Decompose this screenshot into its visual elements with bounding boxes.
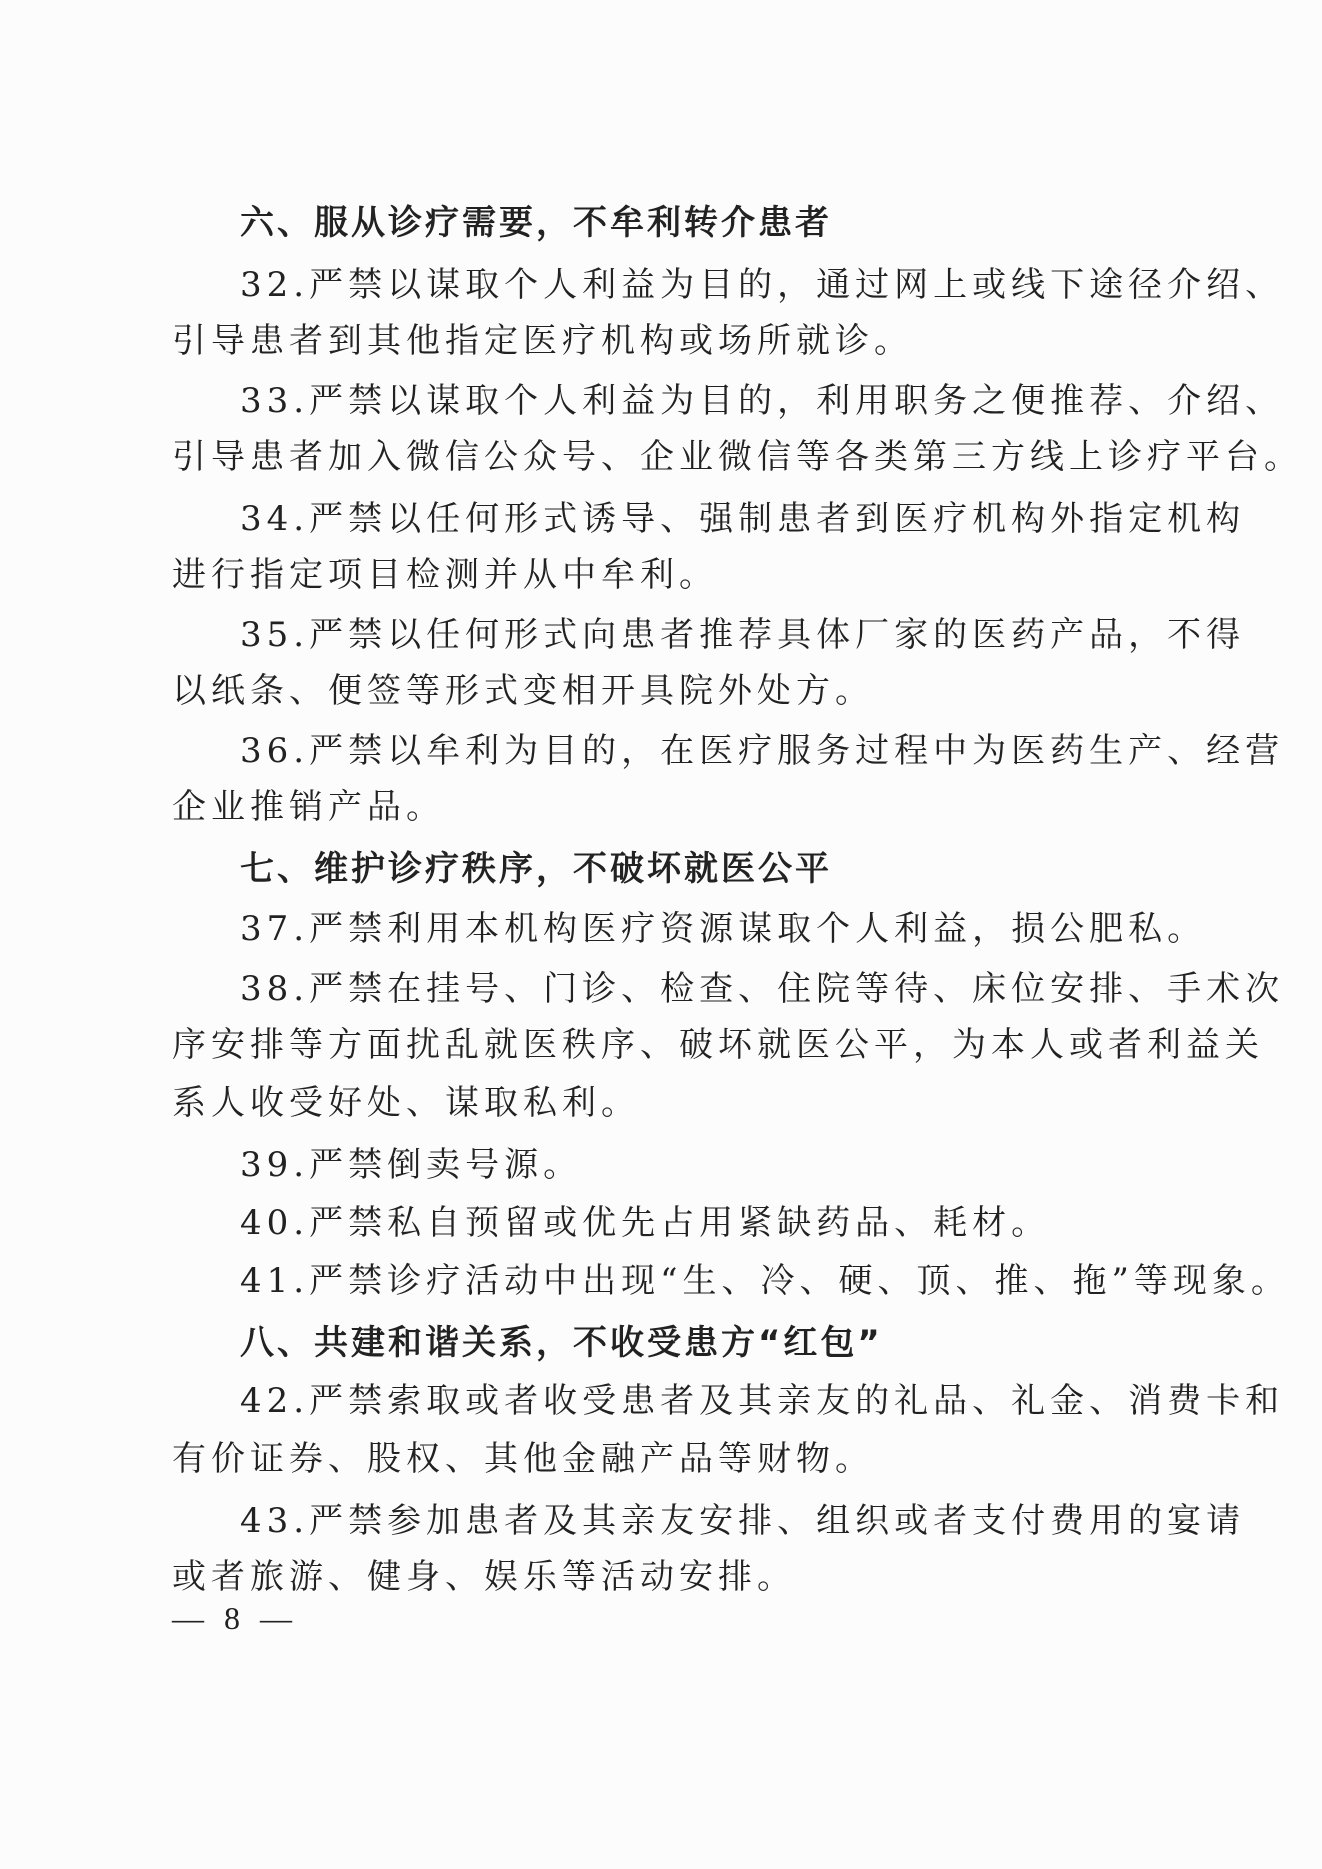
paragraph-line: 33.严禁以谋取个人利益为目的，利用职务之便推荐、介绍、 bbox=[240, 381, 1285, 421]
paragraph-line: 35.严禁以任何形式向患者推荐具体厂家的医药产品，不得 bbox=[240, 615, 1246, 655]
paragraph-line: 42.严禁索取或者收受患者及其亲友的礼品、礼金、消费卡和 bbox=[240, 1381, 1285, 1421]
section-heading: 七、维护诊疗秩序，不破坏就医公平 bbox=[240, 849, 832, 889]
paragraph-line: 以纸条、便签等形式变相开具院外处方。 bbox=[172, 671, 874, 711]
section-heading: 六、服从诊疗需要，不牟利转介患者 bbox=[240, 203, 832, 243]
section-heading: 八、共建和谐关系，不收受患方“红包” bbox=[240, 1323, 883, 1363]
paragraph-line: 32.严禁以谋取个人利益为目的，通过网上或线下途径介绍、 bbox=[240, 265, 1285, 305]
paragraph-line: 企业推销产品。 bbox=[172, 787, 445, 827]
paragraph-line: 系人收受好处、谋取私利。 bbox=[172, 1083, 640, 1123]
paragraph-line: 引导患者加入微信公众号、企业微信等各类第三方线上诊疗平台。 bbox=[172, 437, 1303, 477]
paragraph-line: 有价证券、股权、其他金融产品等财物。 bbox=[172, 1439, 874, 1479]
paragraph-line: 38.严禁在挂号、门诊、检查、住院等待、床位安排、手术次 bbox=[240, 969, 1285, 1009]
page-number: — 8 — bbox=[172, 1600, 298, 1636]
paragraph-line: 34.严禁以任何形式诱导、强制患者到医疗机构外指定机构 bbox=[240, 499, 1246, 539]
paragraph-line: 进行指定项目检测并从中牟利。 bbox=[172, 555, 718, 595]
paragraph-line: 序安排等方面扰乱就医秩序、破坏就医公平，为本人或者利益关 bbox=[172, 1025, 1264, 1065]
paragraph-line: 36.严禁以牟利为目的，在医疗服务过程中为医药生产、经营 bbox=[240, 731, 1285, 771]
paragraph-line: 37.严禁利用本机构医疗资源谋取个人利益，损公肥私。 bbox=[240, 909, 1207, 949]
paragraph-line: 39.严禁倒卖号源。 bbox=[240, 1145, 583, 1185]
paragraph-line: 41.严禁诊疗活动中出现“生、冷、硬、顶、推、拖”等现象。 bbox=[240, 1261, 1290, 1301]
paragraph-line: 40.严禁私自预留或优先占用紧缺药品、耗材。 bbox=[240, 1203, 1051, 1243]
paragraph-line: 或者旅游、健身、娱乐等活动安排。 bbox=[172, 1557, 796, 1597]
paragraph-line: 引导患者到其他指定医疗机构或场所就诊。 bbox=[172, 321, 913, 361]
paragraph-line: 43.严禁参加患者及其亲友安排、组织或者支付费用的宴请 bbox=[240, 1501, 1246, 1541]
